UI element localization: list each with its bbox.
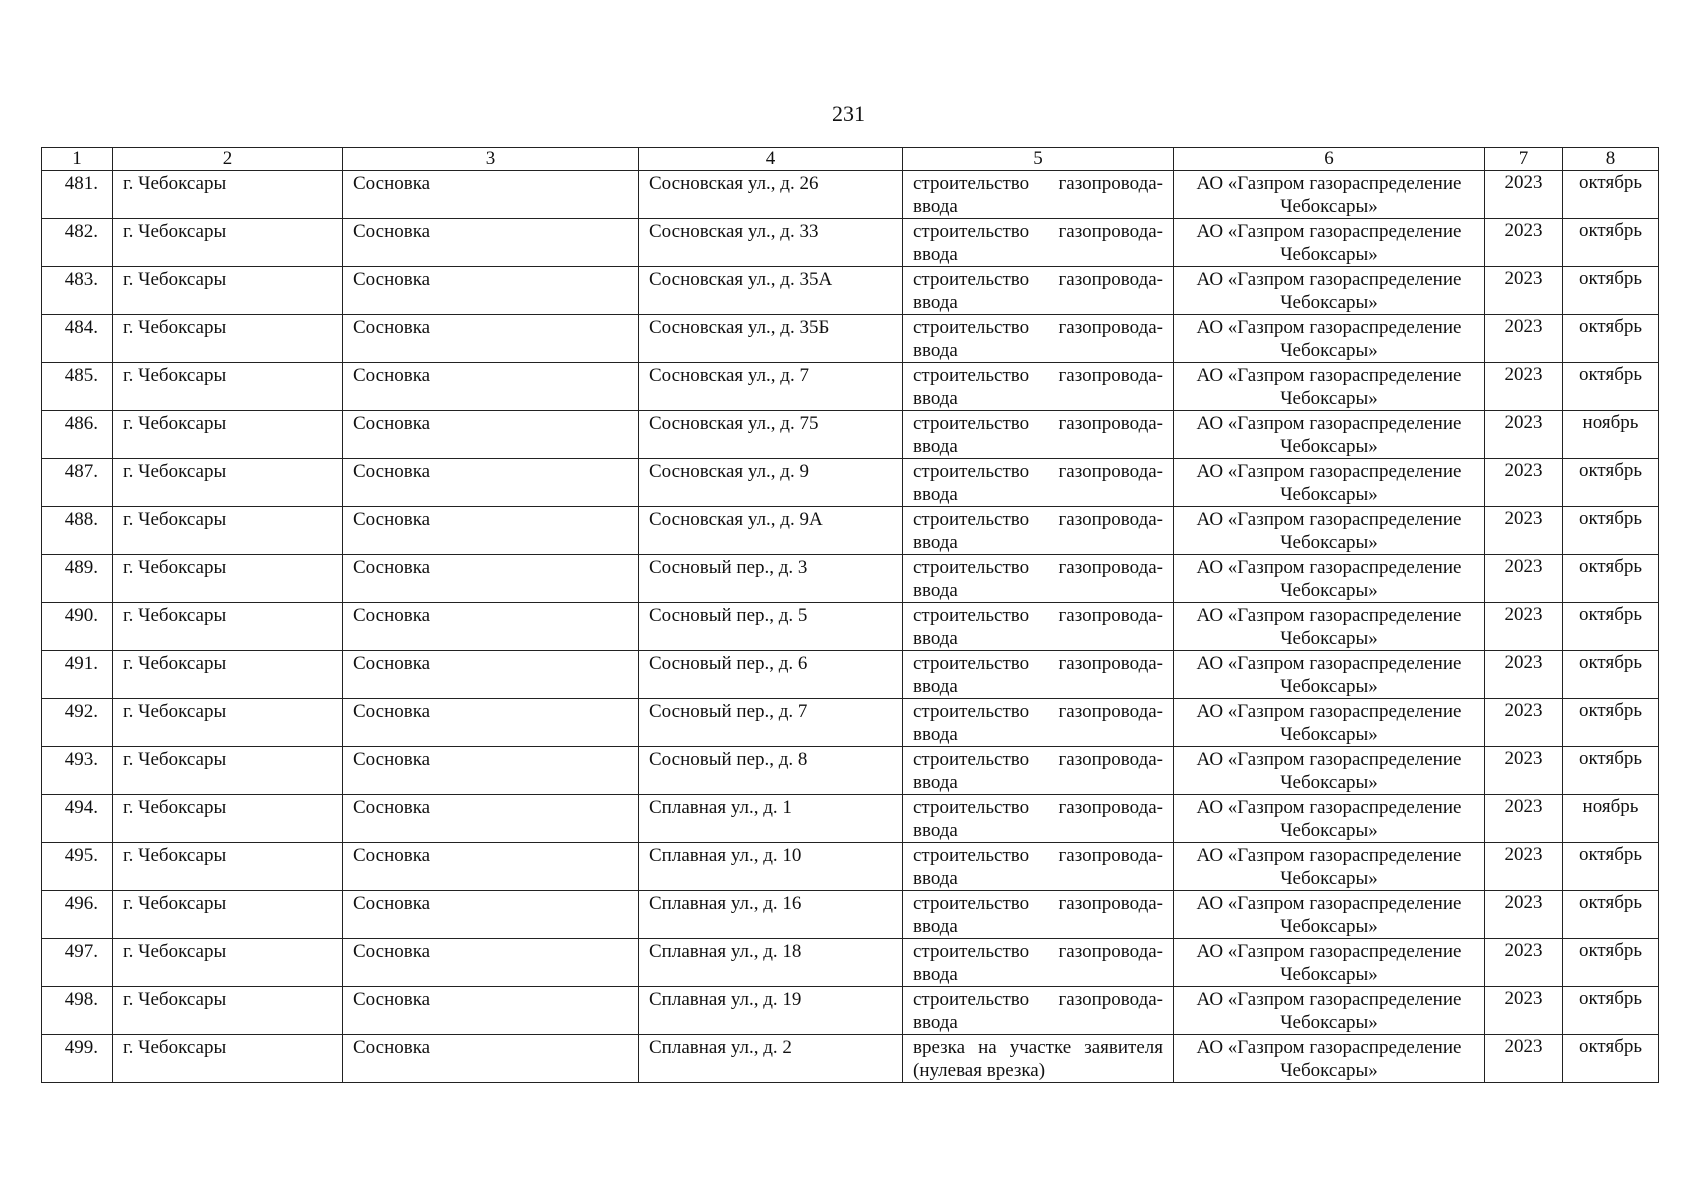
address-cell: Сосновская ул., д. 7 <box>639 363 903 411</box>
address-cell: Сплавная ул., д. 2 <box>639 1035 903 1083</box>
row-number: 495. <box>42 843 113 891</box>
year-cell: 2023 <box>1485 267 1563 315</box>
year-cell: 2023 <box>1485 891 1563 939</box>
city-cell: г. Чебоксары <box>113 603 343 651</box>
district-cell: Сосновка <box>343 843 639 891</box>
address-cell: Сосновская ул., д. 33 <box>639 219 903 267</box>
year-cell: 2023 <box>1485 171 1563 219</box>
table-row <box>42 843 1659 891</box>
month-cell: октябрь <box>1563 219 1659 267</box>
table-row <box>42 315 1659 363</box>
work-type-cell: строительство газопровода-ввода <box>903 459 1174 507</box>
year-cell: 2023 <box>1485 555 1563 603</box>
month-cell: октябрь <box>1563 459 1659 507</box>
district-cell: Сосновка <box>343 699 639 747</box>
address-cell: Сосновый пер., д. 7 <box>639 699 903 747</box>
month-cell: октябрь <box>1563 315 1659 363</box>
organization-cell: АО «Газпром газораспределение Чебоксары» <box>1174 1035 1485 1083</box>
work-type-cell: строительство газопровода-ввода <box>903 555 1174 603</box>
month-cell: октябрь <box>1563 747 1659 795</box>
row-number: 487. <box>42 459 113 507</box>
year-cell: 2023 <box>1485 651 1563 699</box>
row-number: 481. <box>42 171 113 219</box>
month-cell: октябрь <box>1563 555 1659 603</box>
month-cell: октябрь <box>1563 363 1659 411</box>
table-row <box>42 795 1659 843</box>
work-type-cell: строительство газопровода-ввода <box>903 411 1174 459</box>
month-cell: октябрь <box>1563 699 1659 747</box>
work-type-cell: строительство газопровода-ввода <box>903 219 1174 267</box>
city-cell: г. Чебоксары <box>113 891 343 939</box>
organization-cell: АО «Газпром газораспределение Чебоксары» <box>1174 747 1485 795</box>
row-number: 496. <box>42 891 113 939</box>
organization-cell: АО «Газпром газораспределение Чебоксары» <box>1174 987 1485 1035</box>
table-row <box>42 699 1659 747</box>
city-cell: г. Чебоксары <box>113 651 343 699</box>
address-cell: Сосновская ул., д. 35Б <box>639 315 903 363</box>
city-cell: г. Чебоксары <box>113 987 343 1035</box>
month-cell: октябрь <box>1563 651 1659 699</box>
district-cell: Сосновка <box>343 747 639 795</box>
row-number: 483. <box>42 267 113 315</box>
address-cell: Сосновская ул., д. 9 <box>639 459 903 507</box>
table-row <box>42 987 1659 1035</box>
district-cell: Сосновка <box>343 363 639 411</box>
table-row <box>42 651 1659 699</box>
table-row <box>42 267 1659 315</box>
organization-cell: АО «Газпром газораспределение Чебоксары» <box>1174 939 1485 987</box>
work-type-cell: строительство газопровода-ввода <box>903 603 1174 651</box>
header-col-1: 1 <box>42 148 113 171</box>
year-cell: 2023 <box>1485 363 1563 411</box>
table-row <box>42 507 1659 555</box>
district-cell: Сосновка <box>343 411 639 459</box>
work-type-cell: строительство газопровода-ввода <box>903 363 1174 411</box>
district-cell: Сосновка <box>343 795 639 843</box>
organization-cell: АО «Газпром газораспределение Чебоксары» <box>1174 315 1485 363</box>
year-cell: 2023 <box>1485 1035 1563 1083</box>
month-cell: октябрь <box>1563 1035 1659 1083</box>
month-cell: октябрь <box>1563 843 1659 891</box>
address-cell: Сосновская ул., д. 9А <box>639 507 903 555</box>
year-cell: 2023 <box>1485 747 1563 795</box>
organization-cell: АО «Газпром газораспределение Чебоксары» <box>1174 219 1485 267</box>
row-number: 494. <box>42 795 113 843</box>
year-cell: 2023 <box>1485 219 1563 267</box>
month-cell: октябрь <box>1563 603 1659 651</box>
header-col-2: 2 <box>113 148 343 171</box>
organization-cell: АО «Газпром газораспределение Чебоксары» <box>1174 843 1485 891</box>
table-row <box>42 747 1659 795</box>
district-cell: Сосновка <box>343 603 639 651</box>
header-col-8: 8 <box>1563 148 1659 171</box>
table-row <box>42 411 1659 459</box>
row-number: 488. <box>42 507 113 555</box>
address-cell: Сплавная ул., д. 16 <box>639 891 903 939</box>
address-cell: Сосновый пер., д. 6 <box>639 651 903 699</box>
work-type-cell: строительство газопровода-ввода <box>903 699 1174 747</box>
table-header <box>42 148 1659 171</box>
city-cell: г. Чебоксары <box>113 1035 343 1083</box>
row-number: 491. <box>42 651 113 699</box>
year-cell: 2023 <box>1485 843 1563 891</box>
header-row <box>42 148 1659 171</box>
month-cell: октябрь <box>1563 507 1659 555</box>
city-cell: г. Чебоксары <box>113 411 343 459</box>
city-cell: г. Чебоксары <box>113 315 343 363</box>
address-cell: Сплавная ул., д. 1 <box>639 795 903 843</box>
work-type-cell: строительство газопровода-ввода <box>903 651 1174 699</box>
row-number: 484. <box>42 315 113 363</box>
header-col-6: 6 <box>1174 148 1485 171</box>
district-cell: Сосновка <box>343 987 639 1035</box>
work-type-cell: строительство газопровода-ввода <box>903 939 1174 987</box>
work-type-cell: строительство газопровода-ввода <box>903 747 1174 795</box>
district-cell: Сосновка <box>343 891 639 939</box>
district-cell: Сосновка <box>343 939 639 987</box>
organization-cell: АО «Газпром газораспределение Чебоксары» <box>1174 699 1485 747</box>
row-number: 486. <box>42 411 113 459</box>
month-cell: ноябрь <box>1563 795 1659 843</box>
table-row <box>42 939 1659 987</box>
district-cell: Сосновка <box>343 459 639 507</box>
table-row <box>42 603 1659 651</box>
month-cell: октябрь <box>1563 939 1659 987</box>
district-cell: Сосновка <box>343 315 639 363</box>
row-number: 482. <box>42 219 113 267</box>
table-row <box>42 363 1659 411</box>
gasification-table <box>41 147 1659 1083</box>
city-cell: г. Чебоксары <box>113 747 343 795</box>
district-cell: Сосновка <box>343 507 639 555</box>
city-cell: г. Чебоксары <box>113 507 343 555</box>
year-cell: 2023 <box>1485 987 1563 1035</box>
organization-cell: АО «Газпром газораспределение Чебоксары» <box>1174 891 1485 939</box>
work-type-cell: строительство газопровода-ввода <box>903 267 1174 315</box>
table-row <box>42 171 1659 219</box>
organization-cell: АО «Газпром газораспределение Чебоксары» <box>1174 459 1485 507</box>
row-number: 485. <box>42 363 113 411</box>
district-cell: Сосновка <box>343 219 639 267</box>
work-type-cell: строительство газопровода-ввода <box>903 171 1174 219</box>
year-cell: 2023 <box>1485 699 1563 747</box>
row-number: 490. <box>42 603 113 651</box>
address-cell: Сосновый пер., д. 3 <box>639 555 903 603</box>
row-number: 492. <box>42 699 113 747</box>
city-cell: г. Чебоксары <box>113 219 343 267</box>
city-cell: г. Чебоксары <box>113 267 343 315</box>
row-number: 493. <box>42 747 113 795</box>
month-cell: октябрь <box>1563 987 1659 1035</box>
work-type-cell: строительство газопровода-ввода <box>903 315 1174 363</box>
year-cell: 2023 <box>1485 939 1563 987</box>
header-col-3: 3 <box>343 148 639 171</box>
row-number: 499. <box>42 1035 113 1083</box>
month-cell: октябрь <box>1563 891 1659 939</box>
organization-cell: АО «Газпром газораспределение Чебоксары» <box>1174 411 1485 459</box>
city-cell: г. Чебоксары <box>113 699 343 747</box>
table-row <box>42 891 1659 939</box>
city-cell: г. Чебоксары <box>113 939 343 987</box>
year-cell: 2023 <box>1485 795 1563 843</box>
address-cell: Сплавная ул., д. 19 <box>639 987 903 1035</box>
address-cell: Сосновская ул., д. 35А <box>639 267 903 315</box>
table-row <box>42 219 1659 267</box>
organization-cell: АО «Газпром газораспределение Чебоксары» <box>1174 603 1485 651</box>
address-cell: Сосновый пер., д. 5 <box>639 603 903 651</box>
table-row <box>42 459 1659 507</box>
row-number: 497. <box>42 939 113 987</box>
district-cell: Сосновка <box>343 267 639 315</box>
work-type-cell: строительство газопровода-ввода <box>903 891 1174 939</box>
page-number: 231 <box>832 101 865 126</box>
work-type-cell: строительство газопровода-ввода <box>903 987 1174 1035</box>
organization-cell: АО «Газпром газораспределение Чебоксары» <box>1174 555 1485 603</box>
header-col-5: 5 <box>903 148 1174 171</box>
work-type-cell: строительство газопровода-ввода <box>903 795 1174 843</box>
year-cell: 2023 <box>1485 315 1563 363</box>
address-cell: Сосновская ул., д. 75 <box>639 411 903 459</box>
row-number: 498. <box>42 987 113 1035</box>
organization-cell: АО «Газпром газораспределение Чебоксары» <box>1174 795 1485 843</box>
table-row <box>42 1035 1659 1083</box>
table-row <box>42 555 1659 603</box>
month-cell: октябрь <box>1563 171 1659 219</box>
month-cell: ноябрь <box>1563 411 1659 459</box>
address-cell: Сплавная ул., д. 10 <box>639 843 903 891</box>
month-cell: октябрь <box>1563 267 1659 315</box>
city-cell: г. Чебоксары <box>113 843 343 891</box>
organization-cell: АО «Газпром газораспределение Чебоксары» <box>1174 171 1485 219</box>
year-cell: 2023 <box>1485 507 1563 555</box>
city-cell: г. Чебоксары <box>113 555 343 603</box>
row-number: 489. <box>42 555 113 603</box>
district-cell: Сосновка <box>343 1035 639 1083</box>
city-cell: г. Чебоксары <box>113 363 343 411</box>
city-cell: г. Чебоксары <box>113 795 343 843</box>
address-cell: Сосновый пер., д. 8 <box>639 747 903 795</box>
city-cell: г. Чебоксары <box>113 459 343 507</box>
year-cell: 2023 <box>1485 459 1563 507</box>
year-cell: 2023 <box>1485 411 1563 459</box>
address-cell: Сплавная ул., д. 18 <box>639 939 903 987</box>
organization-cell: АО «Газпром газораспределение Чебоксары» <box>1174 363 1485 411</box>
organization-cell: АО «Газпром газораспределение Чебоксары» <box>1174 651 1485 699</box>
organization-cell: АО «Газпром газораспределение Чебоксары» <box>1174 267 1485 315</box>
table-body <box>42 171 1659 1083</box>
address-cell: Сосновская ул., д. 26 <box>639 171 903 219</box>
district-cell: Сосновка <box>343 651 639 699</box>
organization-cell: АО «Газпром газораспределение Чебоксары» <box>1174 507 1485 555</box>
district-cell: Сосновка <box>343 555 639 603</box>
header-col-7: 7 <box>1485 148 1563 171</box>
district-cell: Сосновка <box>343 171 639 219</box>
work-type-cell: строительство газопровода-ввода <box>903 843 1174 891</box>
header-col-4: 4 <box>639 148 903 171</box>
year-cell: 2023 <box>1485 603 1563 651</box>
city-cell: г. Чебоксары <box>113 171 343 219</box>
work-type-cell: строительство газопровода-ввода <box>903 507 1174 555</box>
work-type-cell: врезка на участке заявителя (нулевая врезка) <box>903 1035 1174 1083</box>
